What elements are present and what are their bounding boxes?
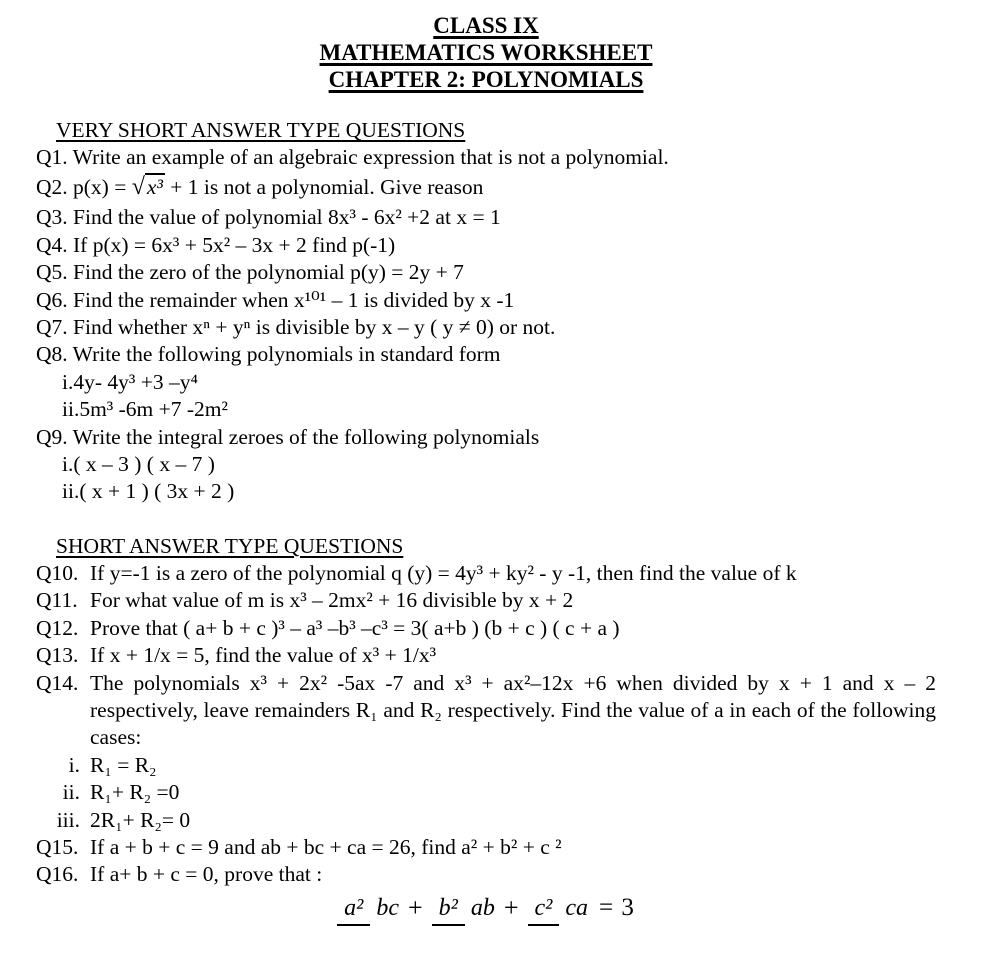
very-short-answer-heading: VERY SHORT ANSWER TYPE QUESTIONS [56, 118, 466, 142]
q13-text: If x + 1/x = 5, find the value of x³ + 1/x³ [90, 643, 437, 668]
q9-subitem-ii: ii.( x + 1 ) ( 3x + 2 ) [62, 479, 235, 504]
q8-subitem-i: i.4y- 4y³ +3 –y⁴ [62, 369, 198, 394]
radical-sign: √ [131, 174, 145, 201]
chapter-title [36, 66, 936, 93]
chapter-title-text: CHAPTER 2: POLYNOMIALS [328, 67, 644, 92]
q14-text: The polynomials x³ + 2x² -5ax -7 and x³ + ax²–12x +6 when divided by x + 1 and x – 2 respectively, leave remainders R₁ and R₂ respectively. Find the value of a in each of the following cases: [90, 670, 936, 750]
question-q12 [36, 615, 936, 642]
q16-label: Q16. [36, 862, 79, 887]
q12-text: Prove that ( a+ b + c )³ – a³ –b³ –c³ = 3( a+b ) (b + c ) ( c + a ) [90, 615, 620, 640]
question-q16 [36, 861, 936, 888]
q10-label: Q10. [36, 560, 79, 585]
q16-text: If a+ b + c = 0, prove that : [90, 862, 323, 887]
question-q11 [36, 587, 936, 614]
plus-operator-1: + [407, 892, 423, 922]
q2-suffix: + 1 is not a polynomial. Give reason [164, 175, 484, 200]
question-q14 [36, 670, 936, 752]
fraction-2-denominator: ab [470, 894, 495, 921]
fraction-term-3 [528, 895, 589, 921]
q8-subitem-ii: ii.5m³ -6m +7 -2m² [62, 397, 228, 422]
fraction-1-numerator: a² [337, 895, 370, 926]
question-q5: Q5. Find the zero of the polynomial p(y) = 2y + 7 [36, 260, 464, 285]
class-title-text: CLASS IX [433, 13, 539, 38]
q14-case-iii [36, 807, 936, 834]
fraction-3-numerator: c² [528, 895, 560, 926]
short-answer-heading: SHORT ANSWER TYPE QUESTIONS [56, 533, 404, 558]
fraction-3-denominator: ca [565, 894, 589, 921]
fraction-term-1 [337, 895, 399, 921]
question-q2 [36, 171, 936, 204]
q14-case-i-label: i. [68, 752, 80, 777]
question-q1: Q1. Write an example of an algebraic expression that is not a polynomial. [36, 145, 669, 169]
q15-text: If a + b + c = 9 and ab + bc + ca = 26, find a² + b² + c ² [90, 834, 562, 859]
q2-radicand: x³ [146, 175, 163, 200]
question-q7: Q7. Find whether xⁿ + yⁿ is divisible by x – y ( y ≠ 0) or not. [36, 315, 556, 340]
formula-result: = 3 [599, 893, 635, 921]
q14-case-ii [36, 779, 936, 806]
q14-label: Q14. [36, 670, 79, 695]
q15-label: Q15. [36, 834, 79, 859]
q10-text: If y=-1 is a zero of the polynomial q (y) = 4y³ + ky² - y -1, then find the value of k [90, 560, 797, 585]
q11-label: Q11. [36, 588, 78, 613]
question-q9: Q9. Write the integral zeroes of the following polynomials [36, 424, 540, 449]
q14-case-i [36, 752, 936, 779]
fraction-term-2 [432, 895, 495, 921]
title-block [36, 12, 936, 93]
q14-case-i-text: R₁ = R₂ [90, 752, 157, 777]
q14-case-iii-text: 2R₁+ R₂= 0 [90, 807, 191, 832]
question-q8: Q8. Write the following polynomials in standard form [36, 342, 501, 367]
q2-prefix: Q2. p(x) = [36, 175, 132, 200]
question-q10 [36, 560, 936, 587]
q14-case-ii-label: ii. [62, 780, 80, 805]
q12-label: Q12. [36, 615, 79, 640]
q14-case-iii-label: iii. [56, 807, 80, 832]
question-q4: Q4. If p(x) = 6x³ + 5x² – 3x + 2 find p(-1) [36, 232, 396, 257]
q16-formula [36, 893, 936, 923]
plus-operator-2: + [503, 892, 519, 922]
q13-label: Q13. [36, 643, 79, 668]
q14-case-ii-text: R₁+ R₂ =0 [90, 780, 180, 805]
question-q15 [36, 834, 936, 861]
subject-title [36, 39, 936, 66]
fraction-2-numerator: b² [432, 895, 465, 926]
question-q6: Q6. Find the remainder when x¹⁰¹ – 1 is divided by x -1 [36, 287, 515, 312]
fraction-1-denominator: bc [376, 894, 399, 921]
question-q13 [36, 642, 936, 669]
q11-text: For what value of m is x³ – 2mx² + 16 divisible by x + 2 [90, 588, 574, 613]
q9-subitem-i: i.( x – 3 ) ( x – 7 ) [62, 452, 215, 477]
subject-title-text: MATHEMATICS WORKSHEET [319, 40, 653, 65]
question-q3: Q3. Find the value of polynomial 8x³ - 6x² +2 at x = 1 [36, 205, 501, 230]
class-title [36, 12, 936, 39]
